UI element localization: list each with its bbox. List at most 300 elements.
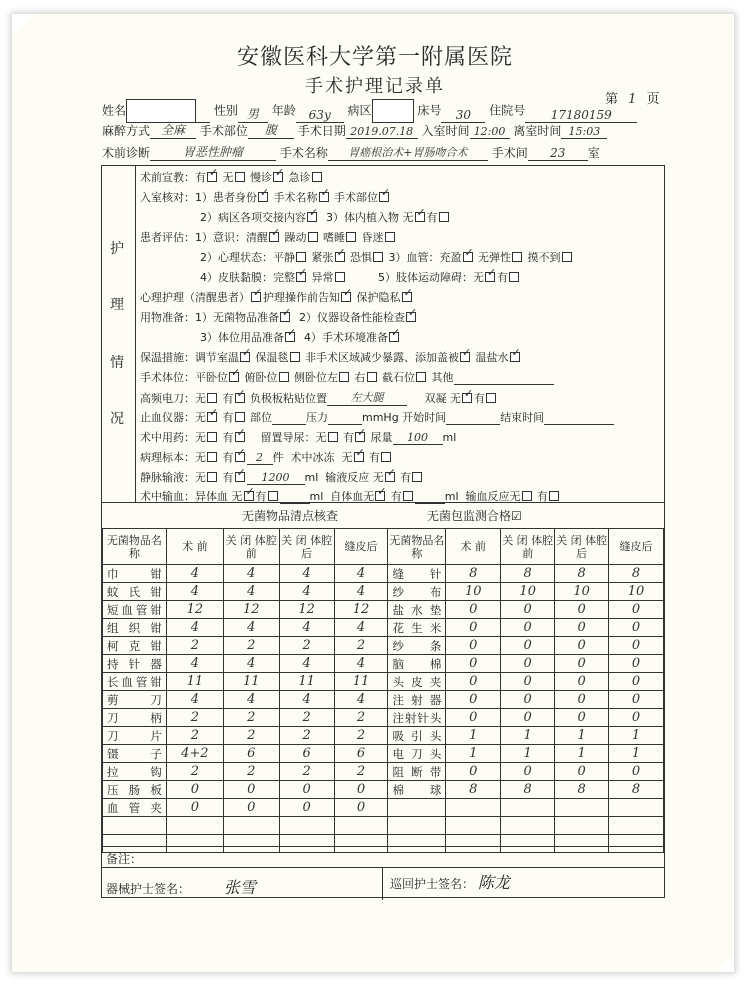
count-cell[interactable]: 4 [334, 619, 388, 637]
ml-unit: ml [304, 471, 319, 484]
col-header-after-suture: 缝皮后 [334, 529, 388, 565]
count-cell[interactable]: 1 [555, 727, 609, 745]
ml-unit: ml [444, 490, 459, 503]
item-name: 压肠板 [103, 781, 167, 799]
count-cell[interactable] [609, 817, 664, 835]
col-header-preop: 术 前 [446, 529, 501, 565]
count-cell[interactable]: 2 [279, 763, 334, 781]
item-name [103, 817, 167, 835]
specimen-count-field[interactable]: 2 [247, 451, 273, 465]
checkbox[interactable] [296, 272, 306, 282]
electrode-site-field[interactable]: 左大腿 [327, 389, 407, 406]
checkbox[interactable] [412, 472, 422, 482]
patient-row-1 [102, 99, 637, 123]
count-cell[interactable] [501, 817, 555, 835]
count-cell[interactable]: 0 [609, 691, 664, 709]
checkbox[interactable] [522, 491, 532, 501]
col-header-before-close: 关 闭 体腔前 [501, 529, 555, 565]
checkbox[interactable] [549, 491, 559, 501]
checkbox[interactable] [439, 212, 449, 222]
item-name: 缝针 [388, 565, 446, 583]
checkbox[interactable] [268, 491, 278, 501]
diagnosis-label: 术前诊断 [102, 146, 151, 160]
count-cell[interactable]: 0 [223, 781, 279, 799]
out-time-field[interactable]: 15:03 [561, 125, 607, 139]
count-cell[interactable] [223, 817, 279, 835]
name-label: 姓名 [102, 103, 127, 118]
side-char: 理 [110, 297, 124, 313]
count-cell[interactable]: 2 [223, 637, 279, 655]
table-row [103, 691, 664, 709]
count-cell[interactable]: 4 [223, 583, 279, 601]
diagnosis-field[interactable]: 胃恶性肿瘤 [150, 143, 276, 161]
specimen-row: 病理标本：无 有 ✓ 2 件 术中冰冻 无✓ 有 [140, 449, 393, 465]
bed-label: 床号 [417, 103, 442, 118]
in-time-field[interactable]: 12:00 [470, 125, 510, 139]
checkbox[interactable] [460, 352, 470, 362]
table-row [103, 763, 664, 781]
urine-volume-field[interactable]: 100 [393, 431, 443, 445]
count-cell[interactable]: 0 [446, 637, 501, 655]
circulating-nurse-signature [390, 870, 510, 893]
count-cell[interactable]: 0 [501, 601, 555, 619]
assessment-row-2: 2）心理状态：平静 紧张✓ 恐惧 3）血管：充盈✓ 无弹性 摸不到 [200, 249, 574, 265]
col-header-after-suture: 缝皮后 [609, 529, 664, 565]
count-cell[interactable]: 2 [223, 763, 279, 781]
checkbox[interactable] [273, 172, 283, 182]
count-cell[interactable]: 0 [501, 655, 555, 673]
count-cell[interactable] [446, 817, 501, 835]
count-cell[interactable]: 11 [223, 673, 279, 691]
count-cell[interactable]: 4 [279, 619, 334, 637]
admission-label: 住院号 [489, 103, 526, 118]
room-label: 手术间 [491, 146, 528, 160]
checkbox[interactable] [562, 252, 572, 262]
checkbox[interactable] [207, 452, 217, 462]
count-cell[interactable]: 1 [609, 745, 664, 763]
checkbox[interactable] [235, 393, 245, 403]
table-row [103, 709, 664, 727]
age-field[interactable]: 63y [296, 108, 344, 123]
count-cell[interactable]: 2 [166, 637, 223, 655]
circ-nurse-sig[interactable]: 陈龙 [477, 873, 510, 892]
checkbox[interactable] [346, 232, 356, 242]
count-cell[interactable]: 6 [223, 745, 279, 763]
ml-unit: ml [309, 490, 324, 503]
site-field[interactable]: 腹 [248, 121, 294, 139]
count-cell[interactable]: 0 [334, 781, 388, 799]
table-row [103, 655, 664, 673]
count-cell[interactable]: 8 [446, 565, 501, 583]
count-cell[interactable] [555, 817, 609, 835]
checkbox[interactable] [512, 252, 522, 262]
count-cell[interactable]: 8 [609, 781, 664, 799]
count-cell[interactable]: 0 [609, 601, 664, 619]
item-name: 柯克钳 [103, 637, 167, 655]
sex-field[interactable]: 男 [238, 105, 268, 123]
checkbox[interactable] [385, 472, 395, 482]
electrosurgery-row: 高频电刀：无 有✓ 负极板粘贴位置 左大腿 双凝 无 ✓ 有 [140, 389, 498, 406]
checkbox[interactable] [319, 192, 329, 202]
count-cell[interactable]: 4 [166, 583, 223, 601]
count-cell[interactable]: 8 [555, 565, 609, 583]
preop-education-row: 术前宣教：有✓ 无 慢诊✓ 急诊 [140, 169, 324, 185]
inventory-header [102, 502, 664, 528]
count-cell[interactable]: 12 [223, 601, 279, 619]
item-name: 巾钳 [103, 565, 167, 583]
count-cell[interactable]: 4 [166, 565, 223, 583]
count-cell[interactable]: 12 [166, 601, 223, 619]
table-row [103, 565, 664, 583]
count-cell[interactable] [555, 799, 609, 817]
checkbox[interactable] [385, 232, 395, 242]
count-cell[interactable]: 8 [555, 781, 609, 799]
count-cell[interactable]: 0 [446, 673, 501, 691]
count-cell[interactable]: 4 [223, 619, 279, 637]
count-cell[interactable]: 0 [501, 637, 555, 655]
count-cell[interactable]: 4 [279, 691, 334, 709]
count-cell[interactable]: 0 [334, 799, 388, 817]
checkbox[interactable] [335, 252, 345, 262]
count-cell[interactable]: 11 [334, 673, 388, 691]
count-cell[interactable]: 4 [166, 691, 223, 709]
count-cell[interactable]: 2 [279, 709, 334, 727]
count-cell[interactable]: 4 [223, 565, 279, 583]
count-cell[interactable]: 0 [555, 619, 609, 637]
divider [382, 867, 383, 900]
count-cell[interactable]: 0 [279, 781, 334, 799]
count-cell[interactable] [166, 817, 223, 835]
count-cell[interactable]: 8 [446, 781, 501, 799]
count-cell[interactable]: 2 [166, 727, 223, 745]
position-other-field[interactable] [454, 384, 554, 385]
end-time-field[interactable] [544, 424, 614, 425]
checkbox[interactable] [463, 252, 473, 262]
checkbox[interactable] [235, 172, 245, 182]
site-label: 手术部位 [199, 124, 248, 138]
side-char: 情 [110, 355, 124, 371]
checkbox[interactable] [354, 452, 364, 462]
item-name: 花生米 [388, 619, 446, 637]
item-name: 血管夹 [103, 799, 167, 817]
scrub-nurse-label: 器械护士签名： [106, 882, 191, 896]
checkbox[interactable] [240, 352, 250, 362]
side-char: 护 [110, 241, 124, 257]
transfusion-row: 术中输血：异体血 无 ✓ 有 ml 自体血无✓ 有 ml 输血反应无 有 [140, 488, 561, 504]
checkbox[interactable] [389, 332, 399, 342]
count-cell[interactable]: 11 [166, 673, 223, 691]
warming-row: 保温措施：调节室温✓ 保温毯 非手术区域减少暴露、添加盖被✓ 温盐水✓ [140, 349, 522, 365]
mmhg-unit: mmHg [362, 411, 399, 424]
table-row [103, 745, 664, 763]
count-cell[interactable]: 4 [279, 655, 334, 673]
count-cell[interactable]: 0 [501, 619, 555, 637]
checkbox[interactable] [207, 432, 217, 442]
checkbox[interactable] [375, 491, 385, 501]
count-cell[interactable]: 0 [555, 763, 609, 781]
count-cell[interactable]: 0 [555, 673, 609, 691]
checkbox[interactable] [307, 212, 317, 222]
count-cell[interactable]: 4 [334, 655, 388, 673]
count-cell[interactable]: 11 [279, 673, 334, 691]
count-cell[interactable] [501, 799, 555, 817]
checkbox[interactable] [415, 212, 425, 222]
item-name: 镊子 [103, 745, 167, 763]
date-field[interactable]: 2019.07.18 [346, 125, 418, 139]
col-header-preop: 术 前 [166, 529, 223, 565]
col-header-after-close: 关 闭 体腔后 [555, 529, 609, 565]
count-cell[interactable]: 0 [609, 619, 664, 637]
count-cell[interactable]: 10 [501, 583, 555, 601]
checkbox[interactable] [328, 432, 338, 442]
count-cell[interactable]: 0 [609, 673, 664, 691]
scrub-nurse-sig[interactable]: 张雪 [223, 878, 256, 897]
count-cell[interactable]: 8 [609, 565, 664, 583]
count-cell[interactable]: 4 [334, 565, 388, 583]
item-name: 刀片 [103, 727, 167, 745]
checkbox[interactable] [229, 372, 239, 382]
count-cell[interactable]: 2 [334, 709, 388, 727]
patient-row-3 [102, 143, 600, 161]
count-cell[interactable]: 2 [334, 727, 388, 745]
count-cell[interactable]: 2 [223, 709, 279, 727]
checkbox[interactable] [251, 292, 261, 302]
checkbox[interactable] [402, 292, 412, 302]
table-row [103, 583, 664, 601]
checkbox[interactable] [207, 172, 217, 182]
nursing-side-label [102, 166, 136, 502]
count-cell[interactable]: 0 [555, 691, 609, 709]
checkbox[interactable] [280, 312, 290, 322]
count-cell[interactable]: 6 [334, 745, 388, 763]
count-cell[interactable]: 10 [555, 583, 609, 601]
count-cell[interactable]: 8 [501, 781, 555, 799]
count-cell[interactable] [446, 799, 501, 817]
room-suffix: 室 [587, 146, 600, 160]
checkbox[interactable] [367, 372, 377, 382]
count-cell[interactable]: 2 [334, 637, 388, 655]
count-cell[interactable]: 4 [334, 583, 388, 601]
checkbox[interactable] [312, 172, 322, 182]
checkbox[interactable] [406, 312, 416, 322]
page-number-value: 1 [628, 92, 637, 107]
item-name: 阻断带 [388, 763, 446, 781]
count-cell[interactable]: 0 [501, 709, 555, 727]
table-row [103, 727, 664, 745]
count-cell[interactable]: 0 [609, 637, 664, 655]
count-cell[interactable] [279, 817, 334, 835]
item-name [388, 799, 446, 817]
inventory-header-row [103, 529, 664, 565]
name-redacted [126, 99, 196, 123]
inventory-table [102, 528, 664, 853]
item-name: 持针器 [103, 655, 167, 673]
count-cell[interactable]: 0 [501, 763, 555, 781]
count-cell[interactable]: 0 [555, 709, 609, 727]
checkbox[interactable] [235, 472, 245, 482]
count-cell[interactable]: 4 [223, 655, 279, 673]
psych-care-row: 心理护理（清醒患者） ✓ 护理操作前告知✓ 保护隐私✓ [140, 289, 414, 305]
count-cell[interactable]: 8 [501, 565, 555, 583]
count-cell[interactable]: 0 [446, 691, 501, 709]
hemostasis-row: 止血仪器：无✓ 有 部位 压力 mmHg 开始时间 结束时间 [140, 409, 614, 425]
count-cell[interactable]: 0 [166, 799, 223, 817]
item-name: 蚊氏钳 [103, 583, 167, 601]
checkbox[interactable] [373, 252, 383, 262]
divider [102, 867, 664, 868]
assessment-row-1: 患者评估：1）意识：清醒✓ 躁动 嗜睡 昏迷 [140, 229, 397, 245]
room-field[interactable]: 23 [528, 146, 588, 161]
item-name: 注射器 [388, 691, 446, 709]
item-name: 组织钳 [103, 619, 167, 637]
anesthesia-field[interactable]: 全麻 [150, 121, 196, 139]
count-cell[interactable]: 0 [446, 709, 501, 727]
count-cell[interactable]: 4 [166, 655, 223, 673]
checkbox[interactable] [207, 412, 217, 422]
surgery-field[interactable]: 胃癌根治术+胃肠吻合术 [328, 144, 488, 161]
supplies-row-1: 用物准备：1）无菌物品准备✓ 2）仪器设备性能检查✓ [140, 309, 418, 325]
bed-field[interactable]: 30 [441, 108, 485, 123]
patient-row-2 [102, 121, 607, 139]
checkbox[interactable] [296, 252, 306, 262]
scrub-nurse-signature [106, 875, 256, 898]
checkbox[interactable] [339, 372, 349, 382]
age-label: 年龄 [271, 103, 296, 118]
count-cell[interactable]: 10 [446, 583, 501, 601]
start-time-field[interactable] [446, 424, 500, 425]
checkbox[interactable] [207, 472, 217, 482]
count-cell[interactable]: 2 [166, 709, 223, 727]
count-cell[interactable]: 0 [555, 637, 609, 655]
count-cell[interactable]: 2 [166, 763, 223, 781]
checkbox[interactable] [509, 272, 519, 282]
admission-field[interactable]: 17180159 [525, 108, 637, 123]
count-cell[interactable]: 2 [279, 637, 334, 655]
checkbox[interactable] [207, 393, 217, 403]
count-cell[interactable]: 0 [609, 763, 664, 781]
col-header-before-close: 关 闭 体腔前 [223, 529, 279, 565]
count-cell[interactable]: 0 [555, 601, 609, 619]
col-header-name: 无菌物品名 称 [103, 529, 167, 565]
count-cell[interactable]: 4+2 [166, 745, 223, 763]
count-cell[interactable]: 4 [223, 691, 279, 709]
checkbox[interactable] [308, 232, 318, 242]
iv-volume-field[interactable]: 1200 [247, 471, 305, 485]
checkbox[interactable] [244, 491, 254, 501]
item-name: 注射针头 [388, 709, 446, 727]
count-cell[interactable]: 6 [279, 745, 334, 763]
item-name: 电刀头 [388, 745, 446, 763]
checkbox[interactable] [279, 372, 289, 382]
checkbox[interactable] [355, 432, 365, 442]
checkbox[interactable] [290, 352, 300, 362]
count-cell[interactable]: 12 [279, 601, 334, 619]
position-row: 手术体位：平卧位✓ 俯卧位 侧卧位左 右 截石位 其他 [140, 369, 554, 385]
in-time-label: 入室时间 [421, 124, 470, 138]
checkbox[interactable] [235, 452, 245, 462]
item-name: 拉钩 [103, 763, 167, 781]
count-cell[interactable]: 0 [609, 655, 664, 673]
table-row [103, 619, 664, 637]
count-cell[interactable]: 4 [166, 619, 223, 637]
anesthesia-label: 麻醉方式 [102, 124, 151, 138]
checkbox[interactable] [235, 432, 245, 442]
checkbox[interactable] [416, 372, 426, 382]
count-cell[interactable] [609, 799, 664, 817]
checkbox[interactable] [285, 332, 295, 342]
count-cell[interactable] [334, 817, 388, 835]
checkbox[interactable] [335, 272, 345, 282]
count-cell[interactable]: 12 [334, 601, 388, 619]
item-name: 刀柄 [103, 709, 167, 727]
count-cell[interactable]: 4 [279, 565, 334, 583]
form-frame [101, 165, 665, 898]
count-cell[interactable]: 0 [555, 655, 609, 673]
count-cell[interactable]: 0 [501, 691, 555, 709]
count-cell[interactable]: 4 [279, 583, 334, 601]
checkbox[interactable] [341, 292, 351, 302]
count-cell[interactable]: 1 [555, 745, 609, 763]
col-header-after-close: 关 闭 体腔后 [279, 529, 334, 565]
count-cell[interactable]: 1 [501, 727, 555, 745]
table-row [103, 817, 664, 835]
count-cell[interactable]: 0 [166, 781, 223, 799]
room-check-row-1: 入室核对：1）患者身份✓ 手术名称✓ 手术部位✓ [140, 189, 391, 205]
checkbox[interactable] [462, 393, 472, 403]
checkbox[interactable] [235, 412, 245, 422]
item-name: 纱布 [388, 583, 446, 601]
date-label: 手术日期 [297, 124, 346, 138]
page-label-pre: 第 [605, 92, 619, 107]
count-cell[interactable]: 0 [223, 799, 279, 817]
ward-label: 病区 [347, 103, 372, 118]
item-name: 吸引头 [388, 727, 446, 745]
count-cell[interactable]: 4 [334, 691, 388, 709]
count-cell[interactable]: 10 [609, 583, 664, 601]
count-cell[interactable]: 2 [279, 727, 334, 745]
checkbox[interactable] [269, 232, 279, 242]
pressure-field[interactable] [328, 424, 362, 425]
checkbox[interactable] [486, 393, 496, 403]
count-cell[interactable]: 0 [501, 673, 555, 691]
item-name: 头皮夹 [388, 673, 446, 691]
item-name: 剪刀 [103, 691, 167, 709]
count-cell[interactable]: 0 [446, 763, 501, 781]
checkbox[interactable] [258, 192, 268, 202]
count-cell[interactable]: 1 [446, 727, 501, 745]
count-cell[interactable]: 0 [609, 709, 664, 727]
count-cell[interactable]: 1 [501, 745, 555, 763]
footer-section [102, 846, 664, 900]
count-cell[interactable]: 0 [446, 601, 501, 619]
count-cell[interactable]: 1 [609, 727, 664, 745]
checkbox[interactable] [379, 192, 389, 202]
item-name: 棉球 [388, 781, 446, 799]
surgery-label: 手术名称 [279, 146, 328, 160]
checkbox[interactable] [485, 272, 495, 282]
hemostasis-site-field[interactable] [272, 424, 306, 425]
checkbox[interactable] [381, 452, 391, 462]
count-cell[interactable]: 0 [279, 799, 334, 817]
count-cell[interactable]: 0 [446, 655, 501, 673]
checkbox[interactable] [403, 491, 413, 501]
count-cell[interactable]: 2 [334, 763, 388, 781]
checkbox[interactable] [510, 352, 520, 362]
count-cell[interactable]: 2 [223, 727, 279, 745]
count-cell[interactable]: 0 [446, 619, 501, 637]
count-cell[interactable]: 1 [446, 745, 501, 763]
sex-label: 性别 [213, 103, 238, 118]
